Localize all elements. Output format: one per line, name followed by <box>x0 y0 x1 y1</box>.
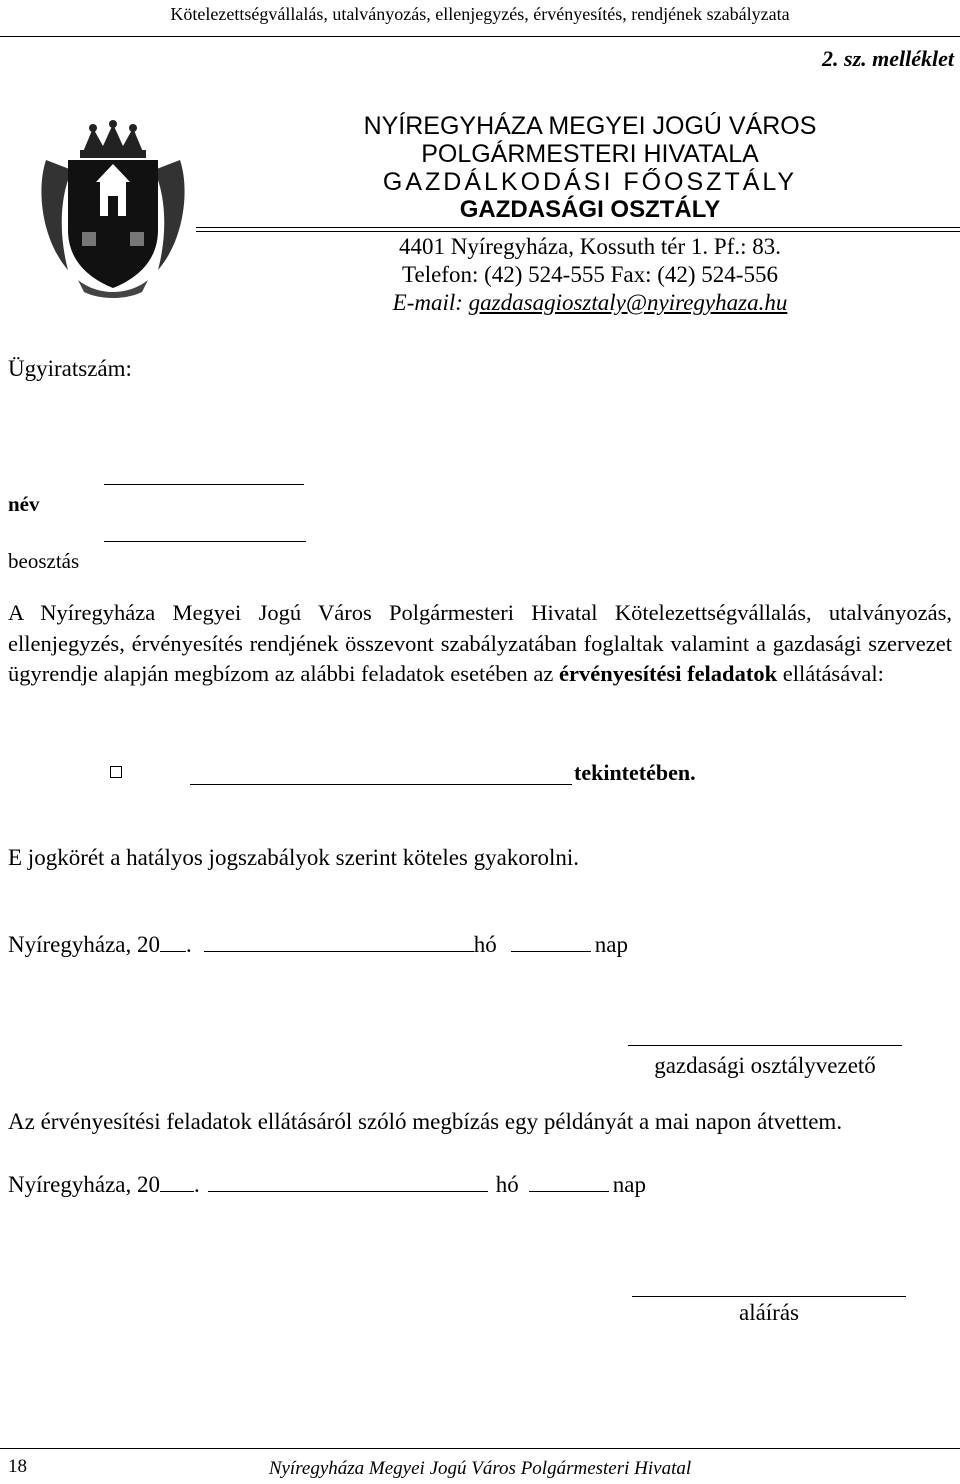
date-line-2 <box>8 1172 646 1198</box>
letterhead-address: 4401 Nyíregyháza, Kossuth tér 1. Pf.: 83. <box>399 234 781 259</box>
date-line-1 <box>8 932 628 958</box>
body-bold: érvényesítési feladatok <box>559 661 778 686</box>
date1-prefix: Nyíregyháza, 20 <box>8 932 160 957</box>
email-label: E-mail: <box>392 290 463 315</box>
footer-rule <box>0 1448 960 1449</box>
date1-month-label: hó <box>473 932 497 957</box>
signature2-label: aláírás <box>738 1300 799 1325</box>
name-signature-line <box>104 484 304 485</box>
date2-dot: . <box>194 1172 200 1197</box>
date2-day-blank[interactable] <box>529 1190 609 1192</box>
letterhead-line1: NYÍREGYHÁZA MEGYEI JOGÚ VÁROS <box>363 112 817 140</box>
date2-year-blank[interactable] <box>160 1190 194 1192</box>
date1-year-blank[interactable] <box>160 950 186 952</box>
date1-day-label: nap <box>594 932 628 957</box>
date1-month-blank[interactable] <box>204 950 474 952</box>
task-checkbox[interactable] <box>110 766 122 778</box>
obligation-text: E jogkörét a hatályos jogszabályok szerint köteles gyakorolni. <box>8 845 580 870</box>
letterhead-line4: GAZDASÁGI OSZTÁLY <box>459 196 721 223</box>
letterhead-phone: Telefon: (42) 524-555 Fax: (42) 524-556 <box>402 262 778 287</box>
header-rule <box>0 36 960 37</box>
date2-day-label: nap <box>612 1172 646 1197</box>
signature2-line <box>632 1296 906 1297</box>
letterhead-line3: GAZDÁLKODÁSI FŐOSZTÁLY <box>382 168 798 196</box>
letterhead-line2: POLGÁRMESTERI HIVATALA <box>421 140 759 168</box>
date1-day-blank[interactable] <box>511 950 591 952</box>
annex-label: 2. sz. melléklet <box>822 46 954 71</box>
signature1-label: gazdasági osztályvezető <box>654 1053 876 1078</box>
receipt-text: Az érvényesítési feladatok ellátásáról szóló megbízás egy példányát a mai napon átvettem. <box>8 1109 843 1134</box>
date2-prefix: Nyíregyháza, 20 <box>8 1172 160 1197</box>
position-line <box>104 541 306 542</box>
date1-dot: . <box>186 932 192 957</box>
name-label: név <box>8 492 40 516</box>
letterhead-email <box>360 290 820 316</box>
letterhead-rule-2 <box>196 231 960 232</box>
signature1-line <box>628 1045 902 1046</box>
coat-of-arms-icon <box>38 120 188 300</box>
letterhead-rule-1 <box>196 227 960 228</box>
date2-month-blank[interactable] <box>208 1190 488 1192</box>
case-number-label: Ügyiratszám: <box>8 356 132 381</box>
running-header: Kötelezettségvállalás, utalványozás, ellenjegyzés, érvényesítés, rendjének szabályzata <box>170 4 790 24</box>
footer-org: Nyíregyháza Megyei Jogú Város Polgármesteri Hivatal <box>268 1458 692 1479</box>
position-label: beosztás <box>8 549 80 573</box>
date2-month-label: hó <box>495 1172 519 1197</box>
checkbox-suffix: tekintetében. <box>574 760 696 785</box>
body-text-1: A Nyíregyháza Megyei Jogú Város Polgármesteri Hivatal Kötelezettségvállalás, utalványozás, ellenjegyzés, érvényesítés rendjének összevont szabályzatában foglaltak valamint a gazdasági szervezet ügyrendje alapján megbízom az alábbi feladatok esetében az <box>8 600 952 686</box>
body-paragraph <box>8 598 952 690</box>
task-blank-line[interactable] <box>190 784 572 785</box>
footer-page-number: 18 <box>8 1456 27 1477</box>
body-text-2: ellátásával: <box>777 661 884 686</box>
email-link[interactable]: gazdasagiosztaly@nyiregyhaza.hu <box>468 290 788 315</box>
